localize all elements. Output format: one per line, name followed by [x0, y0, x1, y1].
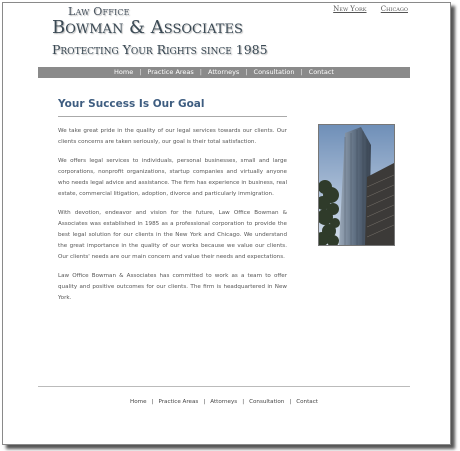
nav-home[interactable]: Home: [114, 68, 134, 76]
nav-consultation[interactable]: Consultation: [253, 68, 295, 76]
city-links: [321, 5, 408, 13]
content-paragraph: Law Office Bowman & Associates has committed to work as a team to offer quality and positive outcomes for our clients. The firm is headquartered in New York.: [58, 273, 287, 301]
city-link-new-york[interactable]: New York: [333, 5, 367, 13]
nav-separator: |: [245, 68, 248, 76]
nav-attorneys[interactable]: Attorneys: [208, 68, 240, 76]
logo[interactable]: [52, 5, 268, 57]
content-paragraph: With devotion, endeavor and vision for the future, Law Office Bowman & Associates was established in 1985 as a professional corporation to provide the best legal solution for our clients in the New York and Chicago. We understand the great importance in the quality of our works because we value our clients. Our clients' needs are our main concern and value their needs and expectations.: [58, 210, 287, 260]
heading-divider: [58, 116, 287, 117]
nav-separator: |: [139, 68, 142, 76]
page-heading: Your Success Is Our Goal: [58, 98, 205, 110]
footer-link-consultation[interactable]: Consultation: [249, 399, 285, 405]
footer-link-attorneys[interactable]: Attorneys: [210, 399, 238, 405]
footer-separator: |: [151, 399, 154, 405]
nav-separator: |: [300, 68, 303, 76]
nav-practice-areas[interactable]: Practice Areas: [147, 68, 194, 76]
footer-separator: |: [289, 399, 292, 405]
footer-link-practice-areas[interactable]: Practice Areas: [158, 399, 199, 405]
logo-tagline: Protecting Your Rights since 1985: [52, 42, 268, 57]
skyscraper-photo: [318, 124, 395, 246]
main-content: [58, 126, 287, 312]
footer-separator: |: [203, 399, 206, 405]
city-link-chicago[interactable]: Chicago: [380, 5, 408, 13]
logo-line1: Law Office: [68, 5, 130, 18]
footer-nav: [38, 399, 410, 405]
content-paragraph: We offers legal services to individuals, personal businesses, small and large corporations, nonprofit organizations, startup companies and virtually anyone who needs legal advice and assistance. The firm has experience in business, real estate, commercial litigation, adoption, divorce and particularly immigration.: [58, 158, 287, 197]
content-paragraph: We take great pride in the quality of our legal services towards our clients. Our clients concerns are taken seriously, our goal is their total satisfaction.: [58, 128, 287, 145]
logo-firm-name: Bowman & Associates: [52, 17, 243, 38]
top-nav-bar: [38, 67, 410, 78]
footer-separator: |: [242, 399, 245, 405]
nav-contact[interactable]: Contact: [308, 68, 334, 76]
nav-separator: |: [199, 68, 202, 76]
footer-link-contact[interactable]: Contact: [296, 399, 318, 405]
footer-divider: [38, 386, 410, 387]
footer-link-home[interactable]: Home: [130, 399, 147, 405]
